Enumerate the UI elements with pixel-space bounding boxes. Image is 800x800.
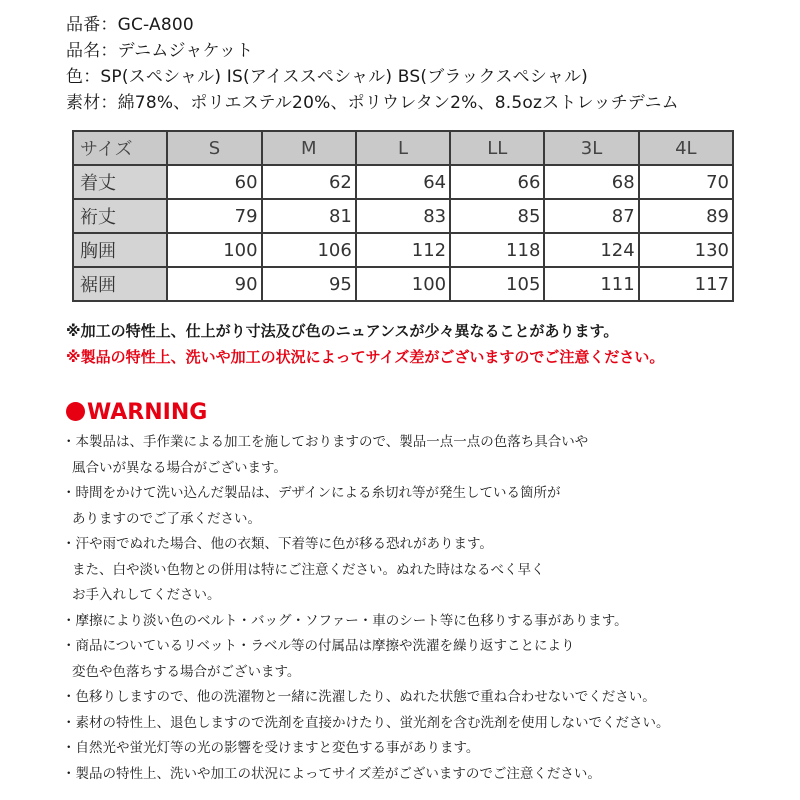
table-row [73, 165, 733, 199]
product-colors: 色：SP(スペシャル) IS(アイススペシャル) BS(ブラックスペシャル) [66, 67, 588, 87]
table-cell: 90 [167, 267, 261, 301]
size-table [72, 130, 734, 302]
product-name: 品名：デニムジャケット [66, 41, 254, 61]
size-header-4l: 4L [639, 131, 733, 165]
product-number: 品番：GC-A800 [66, 15, 194, 35]
warning-list [62, 430, 670, 787]
warning-line: ・商品についているリベット・ラベル等の付属品は摩擦や洗濯を繰り返すことにより [62, 638, 575, 654]
table-cell: 66 [450, 165, 544, 199]
table-row [73, 233, 733, 267]
table-cell: 118 [450, 233, 544, 267]
product-spec [66, 12, 679, 116]
table-cell: 100 [167, 233, 261, 267]
table-cell: 81 [262, 199, 356, 233]
size-header-m: M [262, 131, 356, 165]
row-label: 裾囲 [73, 267, 167, 301]
warning-line: ありますのでご了承ください。 [72, 510, 261, 527]
table-cell: 117 [639, 267, 733, 301]
red-dot-icon [66, 402, 85, 421]
warning-line: ・色移りしますので、他の洗濯物と一緒に洗濯したり、ぬれた状態で重ね合わせないでください。 [62, 689, 656, 705]
warning-line: ・自然光や蛍光灯等の光の影響を受けますと変色する事があります。 [62, 740, 480, 756]
size-notes [66, 318, 664, 370]
table-cell: 83 [356, 199, 450, 233]
table-cell: 106 [262, 233, 356, 267]
table-cell: 85 [450, 199, 544, 233]
size-header-3l: 3L [544, 131, 638, 165]
warning-line: 風合いが異なる場合がございます。 [72, 459, 287, 476]
size-header-row [73, 131, 733, 165]
product-material: 素材：綿78%、ポリエステル20%、ポリウレタン2%、8.5ozストレッチデニム [66, 93, 679, 113]
row-label: 裄丈 [73, 199, 167, 233]
size-variance-note: ※製品の特性上、洗いや加工の状況によってサイズ差がございますのでご注意ください。 [66, 348, 665, 366]
table-cell: 87 [544, 199, 638, 233]
table-cell: 111 [544, 267, 638, 301]
row-label: 着丈 [73, 165, 167, 199]
warning-line: ・製品の特性上、洗いや加工の状況によってサイズ差がございますのでご注意ください。 [62, 765, 601, 782]
warning-heading [66, 398, 207, 428]
table-cell: 105 [450, 267, 544, 301]
size-header-s: S [167, 131, 261, 165]
warning-line: ・本製品は、手作業による加工を施しておりますので、製品一点一点の色落ち具合いや [62, 434, 589, 450]
row-label: 胸囲 [73, 233, 167, 267]
table-cell: 60 [167, 165, 261, 199]
warning-line: ・時間をかけて洗い込んだ製品は、デザインによる糸切れ等が発生している箇所が [62, 485, 561, 501]
warning-line: お手入れしてください。 [72, 587, 221, 603]
warning-line: ・素材の特性上、退色しますので洗剤を直接かけたり、蛍光剤を含む洗剤を使用しないでください。 [62, 714, 670, 731]
table-cell: 70 [639, 165, 733, 199]
table-cell: 79 [167, 199, 261, 233]
warning-line: ・汗や雨でぬれた場合、他の衣類、下着等に色が移る恐れがあります。 [62, 536, 493, 552]
table-cell: 68 [544, 165, 638, 199]
table-row [73, 199, 733, 233]
size-header-corner: サイズ [73, 131, 167, 165]
table-cell: 130 [639, 233, 733, 267]
table-cell: 64 [356, 165, 450, 199]
warning-line: ・摩擦により淡い色のベルト・バッグ・ソファー・車のシート等に色移りする事があります。 [62, 612, 628, 629]
finish-note: ※加工の特性上、仕上がり寸法及び色のニュアンスが少々異なることがあります。 [66, 322, 619, 340]
table-cell: 112 [356, 233, 450, 267]
table-cell: 95 [262, 267, 356, 301]
warning-line: 変色や色落ちする場合がございます。 [72, 663, 301, 680]
table-cell: 62 [262, 165, 356, 199]
table-cell: 89 [639, 199, 733, 233]
table-row [73, 267, 733, 301]
size-header-ll: LL [450, 131, 544, 165]
warning-title-text: WARNING [87, 400, 208, 425]
table-cell: 124 [544, 233, 638, 267]
size-header-l: L [356, 131, 450, 165]
warning-line: また、白や淡い色物との併用は特にご注意ください。ぬれた時はなるべく早く [72, 561, 545, 578]
table-cell: 100 [356, 267, 450, 301]
